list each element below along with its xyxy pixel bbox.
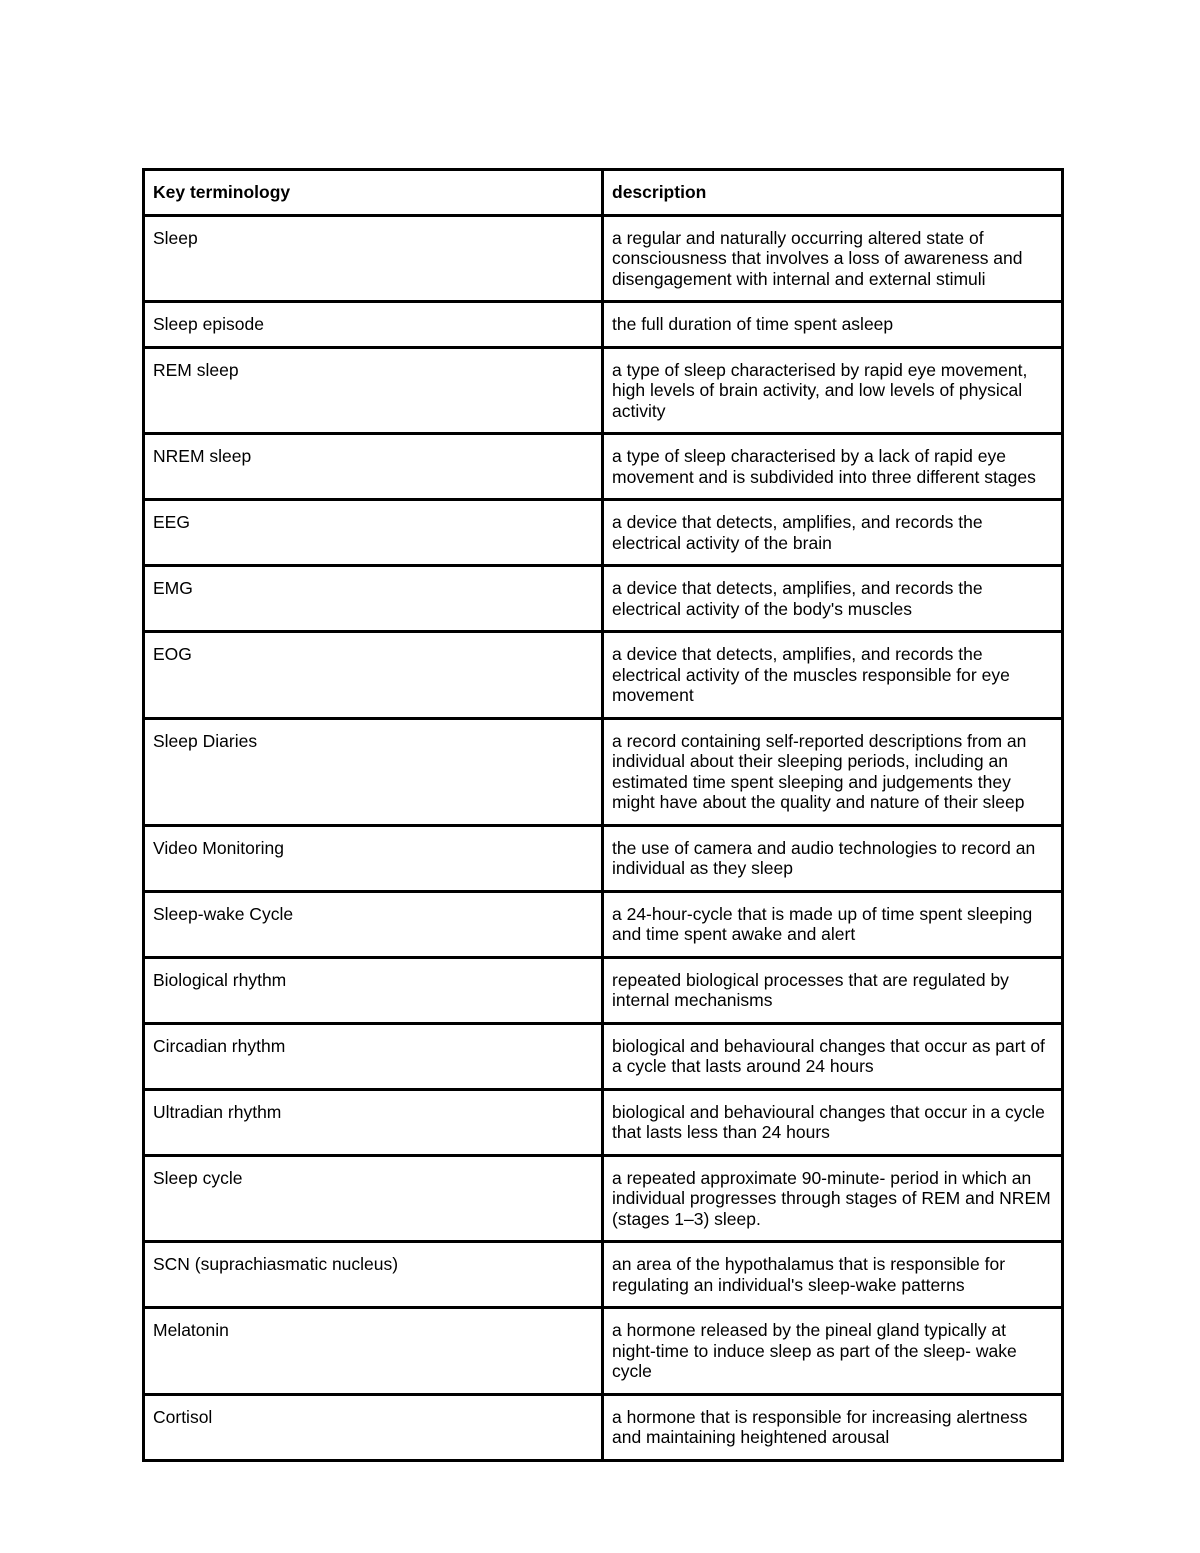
table-row xyxy=(144,566,1063,632)
term-cell: Ultradian rhythm xyxy=(144,1089,603,1155)
term-cell: EEG xyxy=(144,500,603,566)
description-cell: a type of sleep characterised by rapid eye movement, high levels of brain activity, and low levels of physical activity xyxy=(603,347,1063,434)
table-row xyxy=(144,1394,1063,1460)
term-cell: Sleep Diaries xyxy=(144,718,603,825)
description-cell: a regular and naturally occurring altered state of consciousness that involves a loss of awareness and disengagement with internal and external stimuli xyxy=(603,215,1063,302)
description-cell: a device that detects, amplifies, and records the electrical activity of the muscles responsible for eye movement xyxy=(603,632,1063,719)
table-row xyxy=(144,434,1063,500)
term-cell: Melatonin xyxy=(144,1308,603,1395)
term-cell: Video Monitoring xyxy=(144,825,603,891)
table-row xyxy=(144,957,1063,1023)
term-cell: Sleep episode xyxy=(144,302,603,348)
description-cell: biological and behavioural changes that occur in a cycle that lasts less than 24 hours xyxy=(603,1089,1063,1155)
header-description: description xyxy=(603,170,1063,216)
description-cell: the full duration of time spent asleep xyxy=(603,302,1063,348)
table-row xyxy=(144,215,1063,302)
table-row xyxy=(144,1308,1063,1395)
header-key-terminology: Key terminology xyxy=(144,170,603,216)
description-cell: repeated biological processes that are regulated by internal mechanisms xyxy=(603,957,1063,1023)
term-cell: Biological rhythm xyxy=(144,957,603,1023)
table-row xyxy=(144,891,1063,957)
description-cell: a hormone released by the pineal gland typically at night-time to induce sleep as part of the sleep- wake cycle xyxy=(603,1308,1063,1395)
table-row xyxy=(144,718,1063,825)
description-cell: a hormone that is responsible for increasing alertness and maintaining heightened arousal xyxy=(603,1394,1063,1460)
description-cell: a repeated approximate 90-minute- period in which an individual progresses through stages of REM and NREM (stages 1–3) sleep. xyxy=(603,1155,1063,1242)
description-cell: the use of camera and audio technologies to record an individual as they sleep xyxy=(603,825,1063,891)
description-cell: a 24-hour-cycle that is made up of time spent sleeping and time spent awake and alert xyxy=(603,891,1063,957)
term-cell: Sleep xyxy=(144,215,603,302)
description-cell: an area of the hypothalamus that is responsible for regulating an individual's sleep-wake patterns xyxy=(603,1242,1063,1308)
term-cell: REM sleep xyxy=(144,347,603,434)
table-row xyxy=(144,302,1063,348)
table-row xyxy=(144,1242,1063,1308)
table-row xyxy=(144,500,1063,566)
term-cell: Sleep cycle xyxy=(144,1155,603,1242)
terminology-table xyxy=(142,168,1064,1462)
table-row xyxy=(144,825,1063,891)
table-row xyxy=(144,1089,1063,1155)
table-row xyxy=(144,1023,1063,1089)
description-cell: a device that detects, amplifies, and records the electrical activity of the brain xyxy=(603,500,1063,566)
term-cell: NREM sleep xyxy=(144,434,603,500)
term-cell: EOG xyxy=(144,632,603,719)
term-cell: Sleep-wake Cycle xyxy=(144,891,603,957)
table-row xyxy=(144,347,1063,434)
description-cell: biological and behavioural changes that occur as part of a cycle that lasts around 24 hours xyxy=(603,1023,1063,1089)
description-cell: a type of sleep characterised by a lack of rapid eye movement and is subdivided into three different stages xyxy=(603,434,1063,500)
table-header-row xyxy=(144,170,1063,216)
term-cell: Cortisol xyxy=(144,1394,603,1460)
description-cell: a device that detects, amplifies, and records the electrical activity of the body's muscles xyxy=(603,566,1063,632)
table-row xyxy=(144,632,1063,719)
term-cell: EMG xyxy=(144,566,603,632)
term-cell: Circadian rhythm xyxy=(144,1023,603,1089)
term-cell: SCN (suprachiasmatic nucleus) xyxy=(144,1242,603,1308)
description-cell: a record containing self-reported descriptions from an individual about their sleeping periods, including an estimated time spent sleeping and judgements they might have about the quality and nature of their sleep xyxy=(603,718,1063,825)
table-row xyxy=(144,1155,1063,1242)
